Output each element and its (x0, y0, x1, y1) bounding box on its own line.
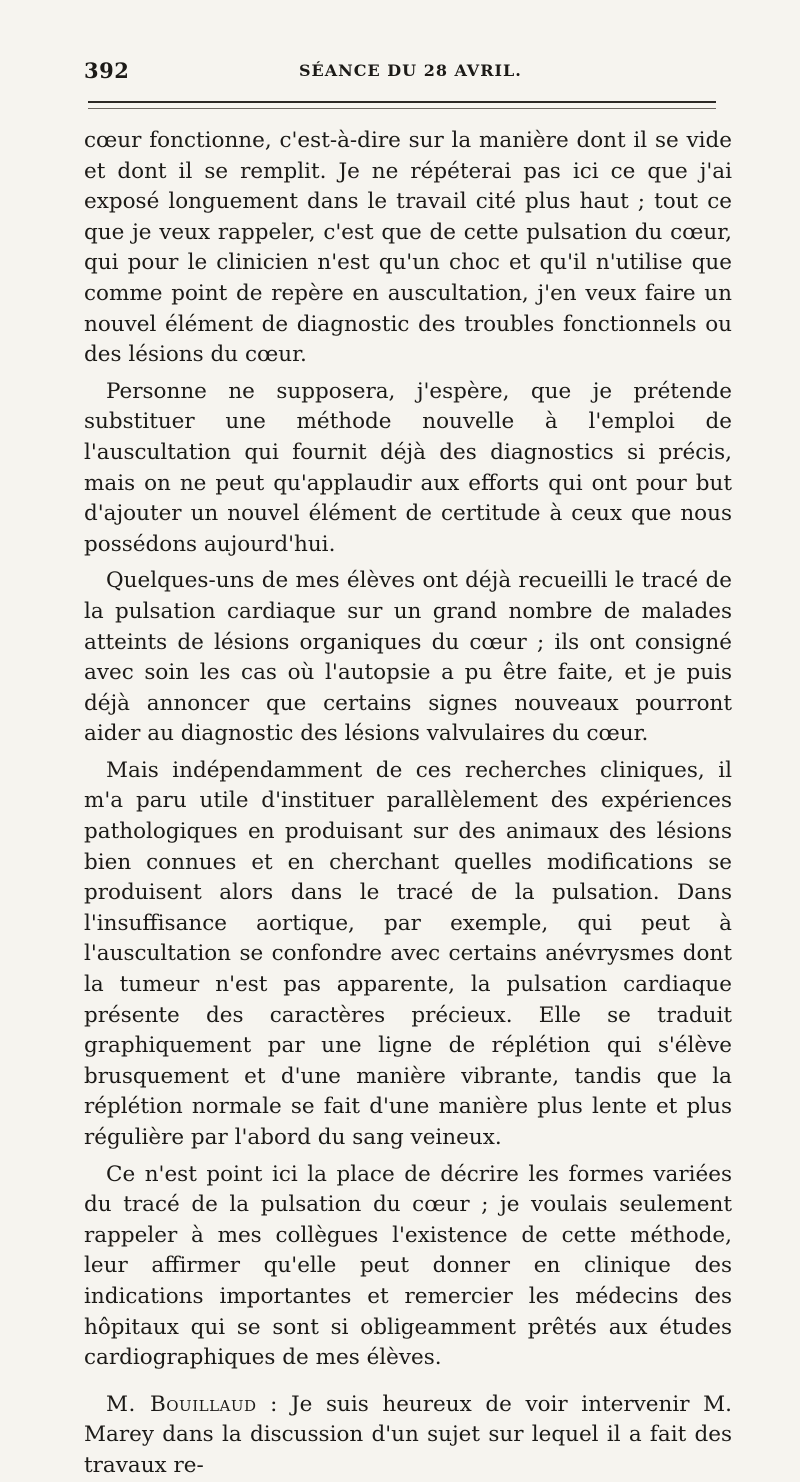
header-rule-thin (88, 108, 716, 109)
body-text (84, 126, 732, 1482)
page-header (84, 58, 730, 88)
speaker-text: : Je suis heureux de voir intervenir M. Marey dans la discussion d'un sujet sur lequel il a fait des travaux re- (84, 1391, 732, 1478)
speaker-name: M. Bouillaud (106, 1391, 257, 1417)
paragraph-4: Mais indépendamment de ces recherches cliniques, il m'a paru utile d'instituer parallèlement des expériences pathologiques en produisant sur des animaux des lésions bien connues et en cherchant quelles modifications se produisent alors dans le tracé de la pulsation. Dans l'insuffisance aortique, par exemple, qui peut à l'auscultation se confondre avec certains anévrysmes dont la tumeur n'est pas apparente, la pulsation cardiaque présente des caractères précieux. Elle se traduit graphiquement par une ligne de réplétion qui s'élève brusquement et d'une manière vibrante, tandis que la réplétion normale se fait d'une manière plus lente et plus régulière par l'abord du sang veineux. (84, 757, 732, 1150)
paragraph-5: Ce n'est point ici la place de décrire les formes variées du tracé de la pulsation du cœur ; je voulais seulement rappeler à mes collègues l'existence de cette méthode, leur affirmer qu'elle peut donner en clinique des indications importantes et remercier les médecins des hôpitaux qui se sont si obligeamment prêtés aux études cardiographiques de mes élèves. (84, 1161, 732, 1371)
paragraph-2: Personne ne supposera, j'espère, que je prétende substituer une méthode nouvelle à l'emploi de l'auscultation qui fournit déjà des diagnostics si précis, mais on ne peut qu'applaudir aux efforts qui ont pour but d'ajouter un nouvel élément de certitude à ceux que nous possédons aujourd'hui. (84, 378, 732, 557)
header-rule (88, 101, 716, 103)
speaker-paragraph (84, 1390, 732, 1482)
running-title: SÉANCE DU 28 AVRIL. (299, 61, 522, 80)
page-number: 392 (84, 58, 130, 83)
paragraph-3: Quelques-uns de mes élèves ont déjà recueilli le tracé de la pulsation cardiaque sur un grand nombre de malades atteints de lésions organiques du cœur ; ils ont consigné avec soin les cas où l'autopsie a pu être faite, et je puis déjà annoncer que certains signes nouveaux pourront aider au diagnostic des lésions valvulaires du cœur. (84, 568, 732, 747)
paragraph-1: cœur fonctionne, c'est-à-dire sur la manière dont il se vide et dont il se remplit. Je ne répéterai pas ici ce que j'ai exposé longuement dans le travail cité plus haut ; tout ce que je veux rappeler, c'est que de cette pulsation du cœur, qui pour le clinicien n'est qu'un choc et qu'il n'utilise que comme point de repère en auscultation, j'en veux faire un nouvel élément de diagnostic des troubles fonctionnels ou des lésions du cœur. (84, 128, 732, 368)
